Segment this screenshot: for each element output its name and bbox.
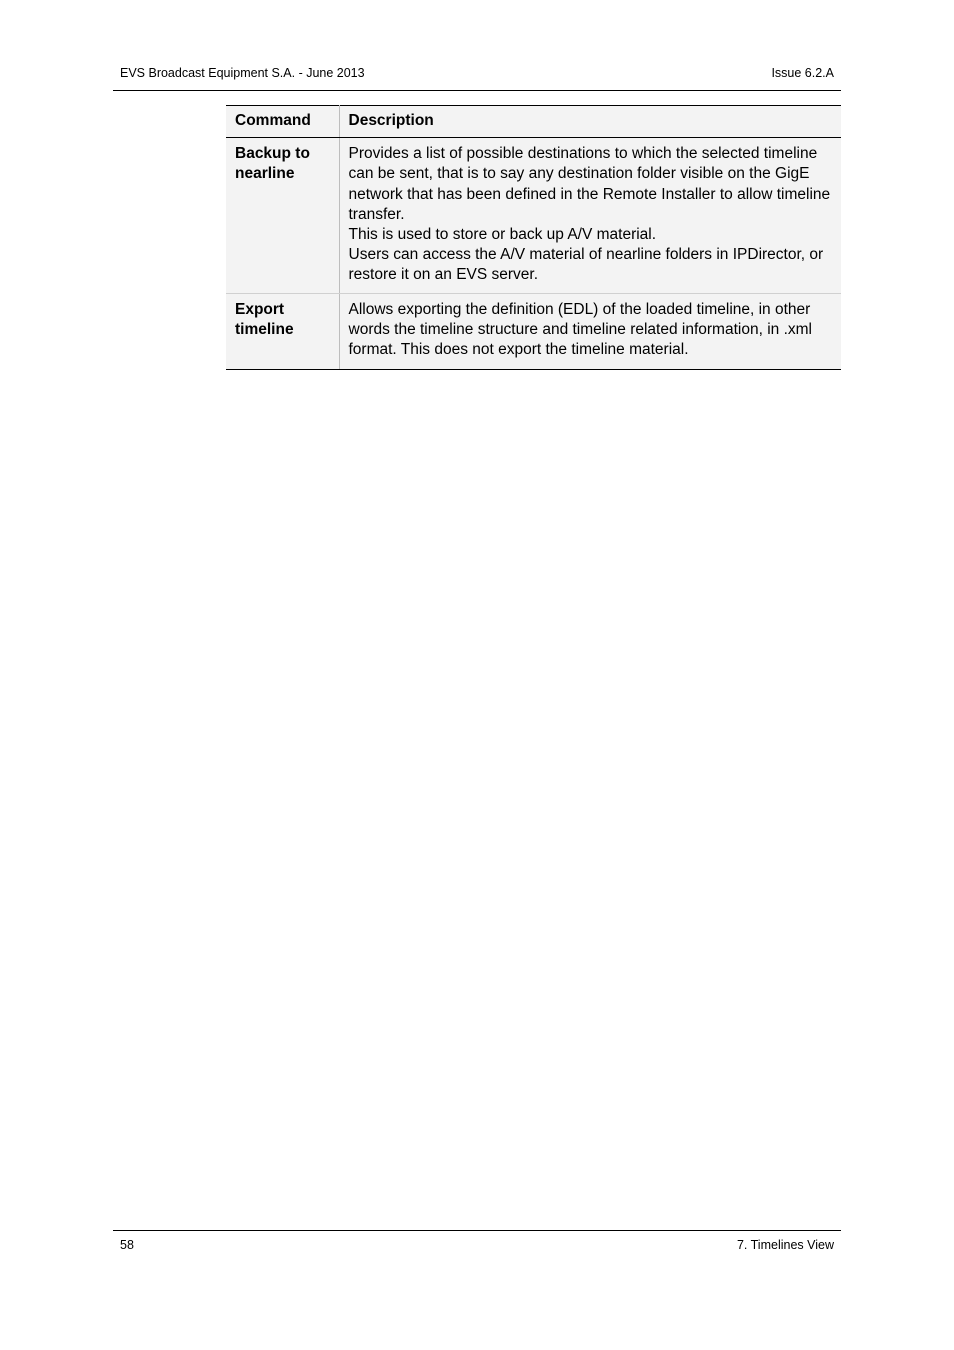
column-header-description: Description (339, 106, 841, 138)
footer-section-title: 7. Timelines View (736, 1238, 834, 1252)
header-company-date: EVS Broadcast Equipment S.A. - June 2013 (120, 66, 365, 80)
footer-page-number: 58 (120, 1238, 134, 1252)
page-header (113, 66, 841, 91)
table-header-row (226, 106, 841, 138)
description-paragraph: Allows exporting the definition (EDL) of the loaded timeline, in other words the timeline structure and timeline related information, in .xml format. This does not export the timeline material. (348, 300, 812, 359)
command-description-export-timeline (339, 293, 841, 370)
command-name-backup-to-nearline: Backup to nearline (226, 138, 339, 293)
command-description-backup-to-nearline (339, 138, 841, 293)
command-name-export-timeline: Export timeline (226, 293, 339, 370)
column-header-command: Command (226, 106, 339, 138)
description-paragraph: Provides a list of possible destinations to which the selected timeline can be sent, that is to say any destination folder visible on the GigE network that has been defined in the Remote Installer to allow timeline transfer. (348, 145, 831, 223)
table-row (226, 138, 841, 293)
page-footer (113, 1230, 841, 1261)
table-row (226, 293, 841, 370)
description-paragraph: This is used to store or back up A/V material. (348, 226, 657, 244)
header-issue: Issue 6.2.A (771, 66, 834, 80)
description-paragraph: Users can access the A/V material of nearline folders in IPDirector, or restore it on an EVS server. (348, 246, 824, 284)
commands-table (226, 105, 841, 370)
